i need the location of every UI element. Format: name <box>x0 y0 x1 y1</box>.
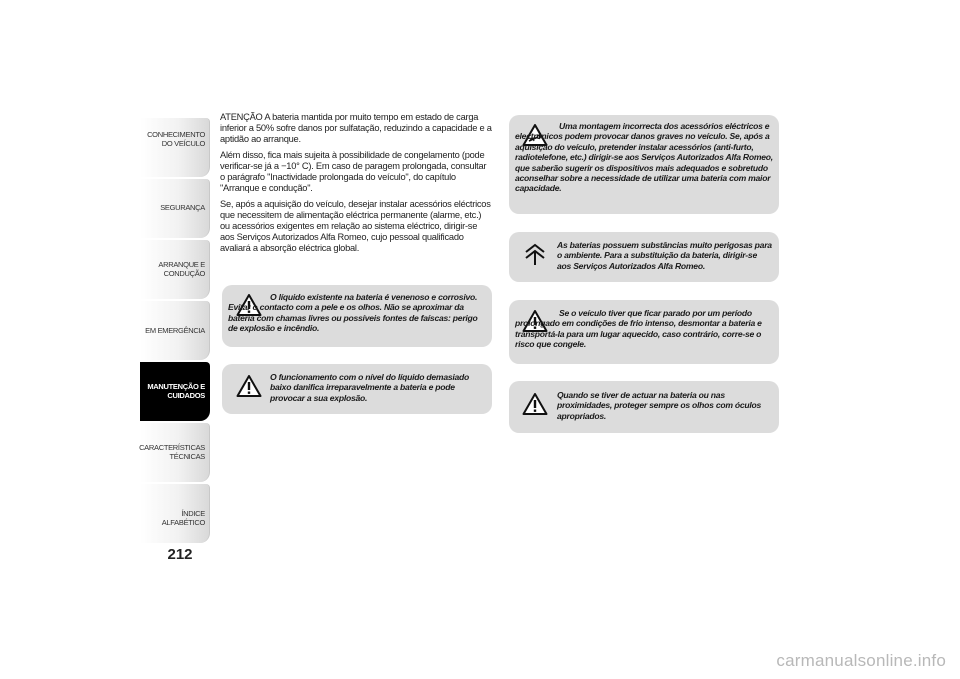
warning-box <box>222 364 492 414</box>
tab-caracteristicas-tecnicas[interactable] <box>140 423 210 482</box>
warning-text: Se o veículo tiver que ficar parado por um período prolongado em condições de frio intenso, desmontar a bateria e transportá-la para um lugar aquecido, caso contrário, corre-se o risco que congele. <box>515 308 762 350</box>
paragraph: Além disso, fica mais sujeita à possibilidade de congelamento (pode verificar-se já a −10° C). Em caso de paragem prolongada, consultar o parágrafo "Inactividade prolongada do veículo", do capítulo "Arranque e condução". <box>220 150 487 193</box>
tab-seguranca[interactable] <box>140 179 210 238</box>
warning-text: O líquido existente na bateria é venenoso e corrosivo. Evitar o contacto com a pele e os olhos. Não se aproximar da bateria com chamas livres ou possíveis fontes de faíscas: perigo de explosão e incêndio. <box>228 292 478 334</box>
tab-label: EM EMERGÊNCIA <box>145 326 205 335</box>
tab-label: CARACTERÍSTICAS TÉCNICAS <box>139 443 205 461</box>
warning-box <box>509 115 779 214</box>
warning-box <box>222 285 492 347</box>
info-box <box>509 232 779 282</box>
body-text <box>220 112 492 259</box>
warning-text: Quando se tiver de actuar na bateria ou nas proximidades, proteger sempre os olhos com óculos apropriados. <box>557 390 762 421</box>
warning-text: Uma montagem incorrecta dos acessórios eléctricos e electrónicos podem provocar danos graves no veículo. Se, após a aquisição do veículo, pretender instalar acessórios (anti-furto, radiotelefone, etc.) dirigir-se aos Serviços Autorizados Alfa Romeo, que saberão sugerir os dispositivos mais adequados e sobretudo aconselhar sobre a necessidade de utilizar uma bateria com maior capacidade. <box>515 121 773 194</box>
tab-indice-alfabetico[interactable] <box>140 484 210 543</box>
tab-label: CONHECIMENTO DO VEÍCULO <box>147 130 205 148</box>
tab-label: MANUTENÇÃO E CUIDADOS <box>147 382 205 400</box>
tab-conhecimento-do-veiculo[interactable] <box>140 118 210 177</box>
tab-label: SEGURANÇA <box>160 203 205 212</box>
warning-box <box>509 300 779 364</box>
paragraph: Se, após a aquisição do veículo, desejar instalar acessórios eléctricos que necessitem de alimentação eléctrica permanente (alarme, etc.) ou acessórios exigentes em relação ao sistema eléctrico, dirigir-se aos Serviços Autorizados Alfa Romeo, cujo pessoal qualificado avaliará a absorção eléctrica global. <box>220 199 491 253</box>
warning-box <box>509 381 779 433</box>
tab-label: ARRANQUE E CONDUÇÃO <box>158 260 205 278</box>
tab-manutencao-e-cuidados[interactable] <box>140 362 210 421</box>
recycle-arrows-icon <box>522 242 548 266</box>
tab-label: ÍNDICE ALFABÉTICO <box>161 509 205 527</box>
tab-em-emergencia[interactable] <box>140 301 210 360</box>
watermark[interactable]: carmanualsonline.info <box>776 651 946 670</box>
paragraph: ATENÇÃO A bateria mantida por muito tempo em estado de carga inferior a 50% sofre danos por sulfatação, reduzindo a capacidade e a aptidão ao arranque. <box>220 112 492 144</box>
page-number: 212 <box>167 546 193 563</box>
info-text: As baterias possuem substâncias muito perigosas para o ambiente. Para a substituição da bateria, dirigir-se aos Serviços Autorizados Alfa Romeo. <box>557 240 772 271</box>
tab-arranque-e-conducao[interactable] <box>140 240 210 299</box>
warning-text: O funcionamento com o nível do líquido demasiado baixo danifica irreparavelmente a bateria e pode provocar a sua explosão. <box>270 372 470 403</box>
warning-triangle-icon <box>236 374 262 398</box>
warning-triangle-icon <box>522 392 548 416</box>
